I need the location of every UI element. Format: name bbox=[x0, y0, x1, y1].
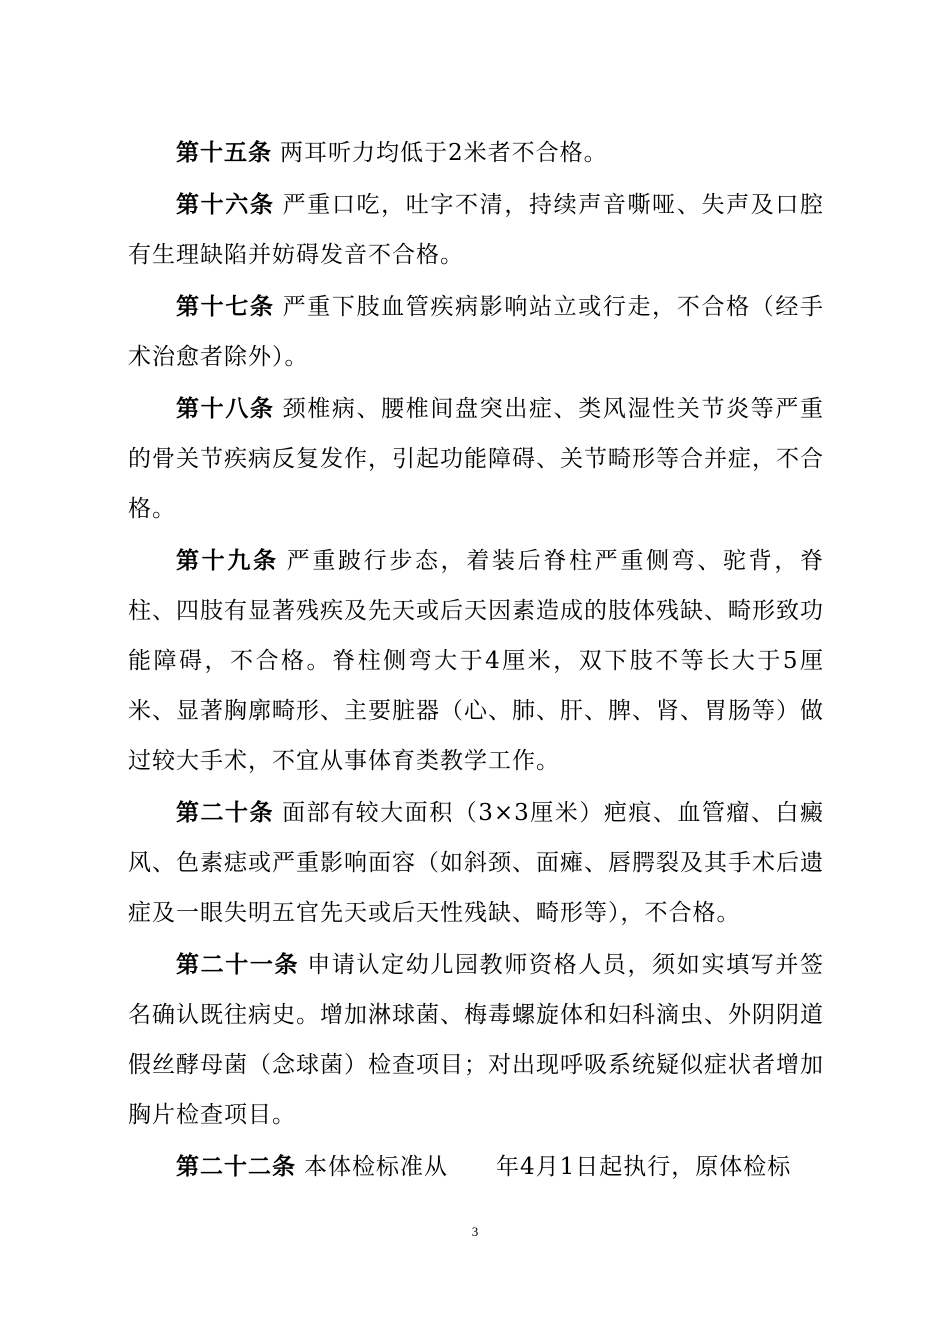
article-label: 第十六条 bbox=[176, 192, 275, 218]
article-label: 第十九条 bbox=[176, 548, 279, 574]
article-17 bbox=[128, 282, 824, 382]
article-19 bbox=[128, 536, 824, 786]
article-text: 申请认定幼儿园教师资格人员，须如实填写并签名确认既往病史。增加淋球菌、梅毒螺旋体和妇科滴虫、外阴阴道假丝酵母菌（念球菌）检查项目；对出现呼吸系统疑似症状者增加胸片检查项目。 bbox=[128, 952, 825, 1128]
article-text: 两耳听力均低于2米者不合格。 bbox=[280, 140, 608, 166]
page-number: 3 bbox=[471, 1224, 479, 1239]
article-text: 颈椎病、腰椎间盘突出症、类风湿性关节炎等严重的骨关节疾病反复发作，引起功能障碍、关节畸形等合并症，不合格。 bbox=[128, 396, 825, 522]
article-16 bbox=[128, 180, 824, 280]
article-label: 第二十条 bbox=[176, 800, 275, 826]
article-21 bbox=[128, 940, 824, 1140]
article-label: 第十五条 bbox=[176, 140, 272, 166]
article-text: 面部有较大面积（3×3厘米）疤痕、血管瘤、白癜风、色素痣或严重影响面容（如斜颈、面瘫、唇腭裂及其手术后遗症及一眼失明五官先天或后天性残缺、畸形等），不合格。 bbox=[128, 800, 824, 926]
document-body bbox=[128, 128, 824, 1194]
article-20 bbox=[128, 788, 824, 938]
article-label: 第十八条 bbox=[176, 396, 275, 422]
article-22 bbox=[128, 1142, 824, 1192]
article-label: 第二十二条 bbox=[176, 1154, 296, 1180]
article-label: 第二十一条 bbox=[176, 952, 300, 978]
article-text: 严重跛行步态，着装后脊柱严重侧弯、驼背，脊柱、四肢有显著残疾及先天或后天因素造成的肢体残缺、畸形致功能障碍，不合格。脊柱侧弯大于4厘米，双下肢不等长大于5厘米、显著胸廓畸形、主要脏器（心、肺、肝、脾、肾、胃肠等）做过较大手术，不宜从事体育类教学工作。 bbox=[128, 548, 825, 774]
article-18 bbox=[128, 384, 824, 534]
article-text: 严重口吃，吐字不清，持续声音嘶哑、失声及口腔有生理缺陷并妨碍发音不合格。 bbox=[128, 192, 825, 268]
article-15 bbox=[128, 128, 824, 178]
article-text: 本体检标准从 年4月1日起执行，原体检标 bbox=[304, 1154, 792, 1180]
article-text: 严重下肢血管疾病影响站立或行走，不合格（经手术治愈者除外）。 bbox=[128, 294, 825, 370]
article-label: 第十七条 bbox=[176, 294, 275, 320]
